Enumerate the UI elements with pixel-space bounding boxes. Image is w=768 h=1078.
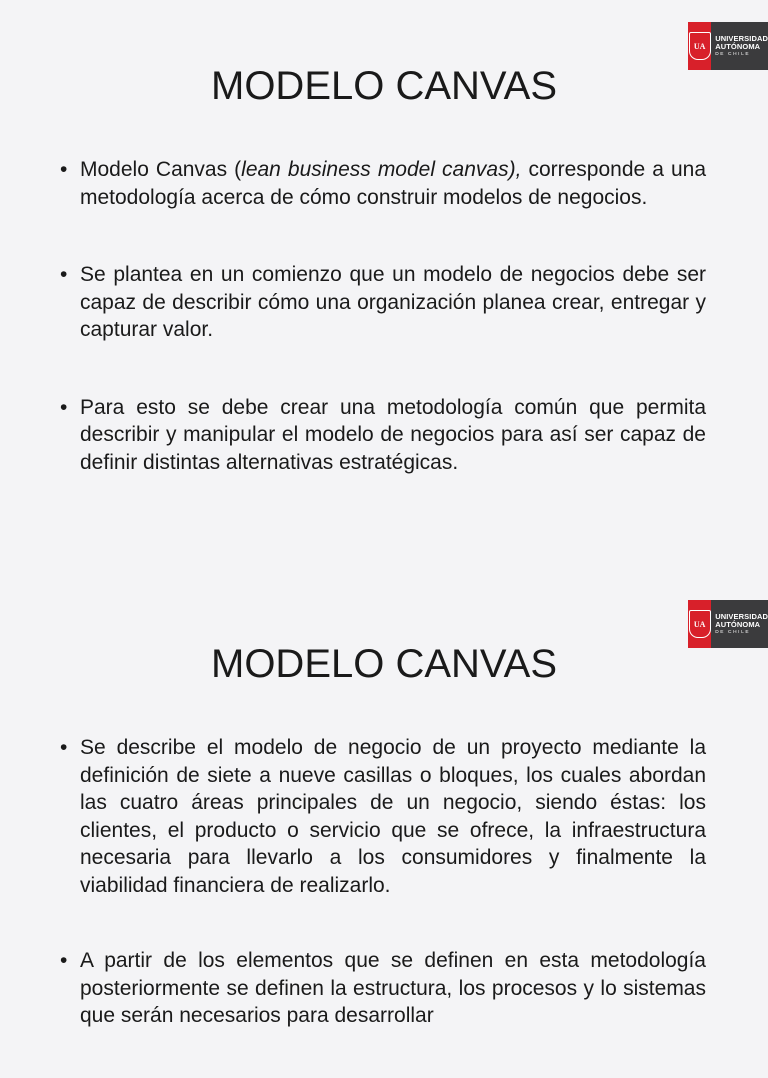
logo-emblem-text: UA bbox=[693, 41, 706, 51]
shield-icon bbox=[689, 32, 711, 60]
slide-title: MODELO CANVAS bbox=[211, 642, 557, 686]
bullet-list bbox=[60, 734, 706, 1078]
bullet-item: • Se plantea en un comienzo que un modelo de negocios debe ser capaz de describir cómo una organización planea crear, entregar y capturar valor. bbox=[60, 261, 706, 344]
logo-emblem bbox=[688, 600, 711, 648]
bullet-text-tail: corresponde a una metodología acerca de cómo construir modelos de negocios. bbox=[80, 158, 706, 209]
bullet-item: • Para esto se debe crear una metodología común que permita describir y manipular el modelo de negocios para así ser capaz de definir distintas alternativas estratégicas. bbox=[60, 394, 706, 477]
logo-line-1: UNIVERSIDAD bbox=[715, 612, 768, 622]
shield-icon bbox=[689, 610, 711, 638]
bullet-item: • Se describe el modelo de negocio de un proyecto mediante la definición de siete a nueve casillas o bloques, los cuales abordan las cuatro áreas principales de un negocio, siendo éstas: los clientes, el producto o servicio que se ofrece, la infraestructura necesaria para llevarlo a los consumidores y finalmente la viabilidad financiera de realizarlo. bbox=[60, 734, 706, 899]
bullet-list bbox=[60, 156, 706, 526]
bullet-text-lead: Modelo Canvas ( bbox=[80, 158, 242, 181]
university-logo bbox=[688, 600, 768, 648]
logo-wordmark bbox=[711, 22, 768, 70]
logo-wordmark bbox=[711, 600, 768, 648]
logo-line-2: AUTÓNOMA bbox=[715, 619, 761, 629]
logo-line-1: UNIVERSIDAD bbox=[715, 34, 768, 44]
university-logo bbox=[688, 22, 768, 70]
bullet-item: • A partir de los elementos que se definen en esta metodología posteriormente se definen la estructura, los procesos y lo sistemas que serán necesarios para desarrollar bbox=[60, 947, 706, 1030]
logo-line-2: AUTÓNOMA bbox=[715, 41, 761, 51]
bullet-item bbox=[60, 156, 706, 211]
logo-line-3: DE CHILE bbox=[715, 629, 751, 635]
logo-line-3: DE CHILE bbox=[715, 51, 751, 57]
logo-emblem-text: UA bbox=[693, 619, 706, 629]
slide-title: MODELO CANVAS bbox=[211, 64, 557, 108]
logo-emblem bbox=[688, 22, 711, 70]
bullet-text-italic: lean business model canvas), bbox=[241, 158, 522, 181]
slide-2 bbox=[0, 578, 768, 1027]
